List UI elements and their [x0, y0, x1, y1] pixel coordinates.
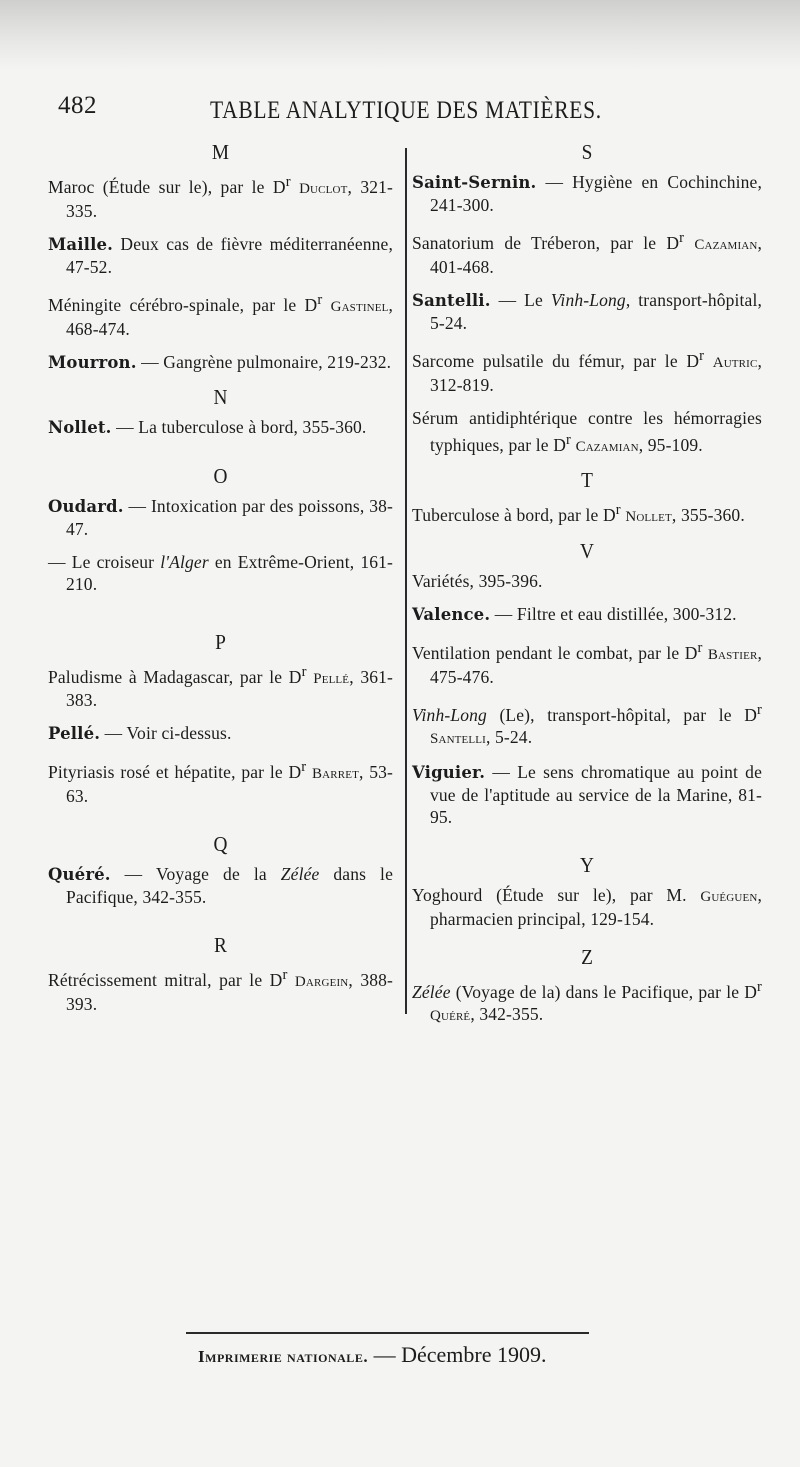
entry-oudard: Oudard. — Intoxication par des poissons, 38-47. [48, 495, 393, 539]
entry-saint-sernin: Saint-Sernin. — Hygiène en Cochinchine, 241-300. [412, 172, 762, 215]
section-letter-s: S [581, 140, 593, 164]
section-letter-q: Q [213, 832, 228, 857]
right-column [412, 140, 762, 1038]
left-column [48, 140, 393, 1026]
entry-croiseur: — Le croiseur l'Alger en Extrême-Orient, 161-210. [48, 551, 393, 594]
imprint-date: — Décembre 1909. [368, 1342, 547, 1367]
entry-mourron: Mourron. — Gangrène pulmonaire, 219-232. [48, 351, 392, 372]
entry-valence: Valence. — Filtre et eau distillée, 300-312. [412, 604, 737, 625]
running-head: TABLE ANALYTIQUE DES MATIÈRES. [210, 97, 602, 124]
entry-vinh-long: Vinh-Long (Le), transport-hôpital, par le $D^r$ Santelli, 5-24. [412, 702, 762, 747]
section-letter-m: M [211, 140, 230, 164]
section-letter-y: Y [580, 852, 594, 877]
imprint-footer [198, 1342, 546, 1368]
section-letter-v: V [580, 539, 594, 564]
entry-nollet: Nollet. — La tuberculose à bord, 355-360. [48, 416, 367, 437]
entry-retrecissement: Rétrécissement mitral, par le $D^r$ Dargein, 388-393. [48, 967, 393, 1015]
page-top-shadow [0, 0, 800, 70]
entry-zelee: Zélée (Voyage de la) dans le Pacifique, par le $D^r$ Quéré, 342-355. [412, 978, 762, 1024]
entry-pityriasis: Pityriasis rosé et hépatite, par le $D^r$ Barret, 53-63. [48, 759, 394, 807]
footer-rule [186, 1332, 589, 1334]
entry-serum: Sérum antidiphtérique contre les hémorragies typhiques, par le $D^r$ Cazamian, 95-109. [412, 407, 762, 455]
section-letter-r: R [214, 933, 227, 958]
section-letter-p: P [215, 629, 226, 654]
section-letter-z: Z [581, 944, 593, 969]
entry-ventilation: Ventilation pendant le combat, par le $D^r$ Bastier, 475-476. [412, 640, 762, 688]
entry-meningite: Méningite cérébro-spinale, par le $D^r$ Gastinel, 468-474. [48, 291, 393, 339]
section-letter-t: T [581, 468, 593, 493]
entry-yoghourd: Yoghourd (Étude sur le), par M. Guéguen, pharmacien principal, 129-154. [412, 884, 762, 929]
imprint-name: Imprimerie nationale. [198, 1347, 369, 1366]
entry-viguier: Viguier. — Le sens chromatique au point de vue de l'aptitude au service de la Marine, 81-95. [412, 761, 762, 827]
entry-maroc: Maroc (Étude sur le), par le $D^r$ Duclot, 321-335. [48, 174, 393, 221]
section-letter-o: O [213, 463, 228, 488]
page-number: 482 [58, 92, 97, 119]
entry-varietes: Variétés, 395-396. [412, 571, 543, 592]
entry-maille: Maille. Deux cas de fièvre méditerranéenne, 47-52. [48, 233, 393, 277]
entry-pelle: Pellé. — Voir ci-dessus. [48, 723, 232, 744]
entry-santelli: Santelli. — Le Vinh-Long, transport-hôpital, 5-24. [412, 289, 763, 333]
entry-sarcome: Sarcome pulsatile du fémur, par le $D^r$ Autric, 312-819. [412, 347, 762, 395]
entry-paludisme: Paludisme à Madagascar, par le $D^r$ Pellé, 361-383. [48, 663, 393, 711]
column-divider [405, 148, 407, 1014]
entry-sanatorium: Sanatorium de Tréberon, par le $D^r$ Cazamian, 401-468. [412, 230, 763, 277]
section-letter-n: N [213, 384, 228, 409]
entry-tuberculose: Tuberculose à bord, par le $D^r$ Nollet, 355-360. [412, 502, 745, 526]
entry-quere: Quéré. — Voyage de la Zélée dans le Pacifique, 342-355. [48, 864, 393, 908]
